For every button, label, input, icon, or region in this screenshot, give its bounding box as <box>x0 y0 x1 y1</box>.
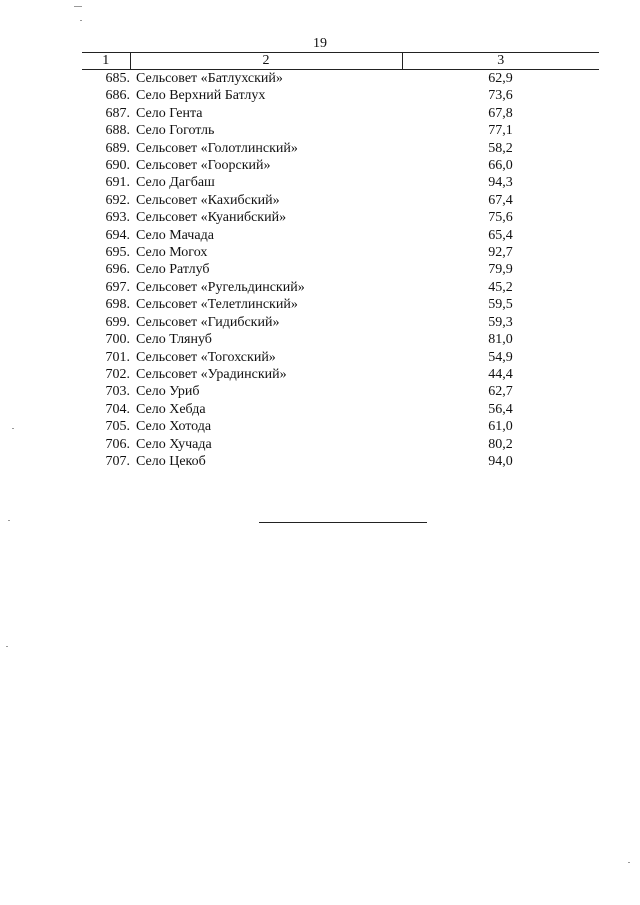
table-row <box>82 314 599 331</box>
row-number: 705. <box>105 419 130 435</box>
row-value: 66,0 <box>488 158 513 174</box>
row-name: Село Уриб <box>136 384 200 400</box>
row-value: 65,4 <box>488 227 513 243</box>
row-number: 694. <box>105 227 130 243</box>
row-number: 698. <box>105 297 130 313</box>
table-row <box>82 192 599 209</box>
row-number: 697. <box>105 279 130 295</box>
row-value: 67,8 <box>488 105 513 121</box>
table-body <box>82 70 599 471</box>
table-row <box>82 331 599 348</box>
row-value: 62,9 <box>488 71 513 86</box>
scan-speck <box>628 862 630 863</box>
row-value: 59,3 <box>488 314 513 330</box>
row-number: 691. <box>105 175 130 191</box>
row-value: 92,7 <box>488 245 513 261</box>
table-row <box>82 279 599 296</box>
row-value: 62,7 <box>488 384 513 400</box>
row-value: 75,6 <box>488 210 513 226</box>
table-row <box>82 244 599 261</box>
column-header-value: 3 <box>402 53 599 70</box>
row-value: 94,3 <box>488 175 513 191</box>
page-number: 19 <box>313 36 327 51</box>
row-name: Сельсовет «Кахибский» <box>136 192 280 208</box>
row-number: 706. <box>105 436 130 452</box>
row-number: 699. <box>105 314 130 330</box>
table-row <box>82 366 599 383</box>
row-value: 67,4 <box>488 192 513 208</box>
row-value: 73,6 <box>488 88 513 104</box>
table-header-row <box>82 53 599 70</box>
row-value: 44,4 <box>488 366 513 382</box>
row-number: 703. <box>105 384 130 400</box>
row-name: Село Цекоб <box>136 453 206 469</box>
row-name: Село Ратлуб <box>136 262 210 278</box>
row-name: Сельсовет «Урадинский» <box>136 366 287 382</box>
row-name: Сельсовет «Тогохский» <box>136 349 276 365</box>
row-number: 702. <box>105 366 130 382</box>
row-number: 701. <box>105 349 130 365</box>
table-header <box>82 53 599 70</box>
table-row <box>82 157 599 174</box>
column-header-number: 1 <box>82 53 130 70</box>
table-row <box>82 261 599 278</box>
table-row <box>82 418 599 435</box>
row-name: Село Гоготль <box>136 123 215 139</box>
row-value: 80,2 <box>488 436 513 452</box>
row-name: Село Гента <box>136 105 203 121</box>
row-number: 695. <box>105 245 130 261</box>
row-name: Село Мачада <box>136 227 214 243</box>
scan-speck <box>12 428 14 429</box>
row-value: 45,2 <box>488 279 513 295</box>
table-row <box>82 227 599 244</box>
scan-speck <box>8 520 10 521</box>
row-number: 688. <box>105 123 130 139</box>
table-row <box>82 436 599 453</box>
row-name: Село Тлянуб <box>136 332 212 348</box>
row-name: Село Хучада <box>136 436 212 452</box>
row-name: Сельсовет «Гидибский» <box>136 314 280 330</box>
scan-speck <box>6 646 8 647</box>
row-name: Село Хотода <box>136 419 212 435</box>
row-number: 687. <box>105 105 130 121</box>
table-row <box>82 296 599 313</box>
table-row <box>82 209 599 226</box>
row-number: 704. <box>105 401 130 417</box>
table-row <box>82 140 599 157</box>
row-value: 79,9 <box>488 262 513 278</box>
row-value: 58,2 <box>488 140 513 156</box>
row-number: 692. <box>105 192 130 208</box>
row-value: 94,0 <box>488 453 513 469</box>
row-number: 689. <box>105 140 130 156</box>
row-name: Сельсовет «Ругельдинский» <box>136 279 305 295</box>
row-value: 54,9 <box>488 349 513 365</box>
table-row <box>82 453 599 470</box>
table-row <box>82 401 599 418</box>
row-number: 685. <box>105 71 130 86</box>
data-table <box>82 52 599 470</box>
row-name: Сельсовет «Голотлинский» <box>136 140 298 156</box>
table-row <box>82 349 599 366</box>
table-row <box>82 122 599 139</box>
table-row <box>82 383 599 400</box>
row-name: Сельсовет «Куанибский» <box>136 210 287 226</box>
row-name: Сельсовет «Телетлинский» <box>136 297 298 313</box>
row-name: Село Могох <box>136 245 208 261</box>
row-name: Сельсовет «Гоорский» <box>136 158 271 174</box>
row-number: 686. <box>105 88 130 104</box>
column-header-name: 2 <box>130 53 402 70</box>
table-row <box>82 174 599 191</box>
scan-speck <box>74 6 82 7</box>
row-number: 700. <box>105 332 130 348</box>
separator-line <box>259 522 427 523</box>
row-value: 59,5 <box>488 297 513 313</box>
row-number: 707. <box>105 453 130 469</box>
row-name: Село Хебда <box>136 401 206 417</box>
row-name: Село Верхний Батлух <box>136 88 266 104</box>
row-number: 696. <box>105 262 130 278</box>
row-name: Сельсовет «Батлухский» <box>136 71 283 86</box>
row-value: 61,0 <box>488 419 513 435</box>
row-number: 690. <box>105 158 130 174</box>
table-row <box>82 87 599 104</box>
row-name: Село Дагбаш <box>136 175 215 191</box>
row-value: 77,1 <box>488 123 513 139</box>
table-row <box>82 70 599 88</box>
row-number: 693. <box>105 210 130 226</box>
row-value: 56,4 <box>488 401 513 417</box>
scan-speck <box>80 20 82 21</box>
row-value: 81,0 <box>488 332 513 348</box>
table-row <box>82 105 599 122</box>
